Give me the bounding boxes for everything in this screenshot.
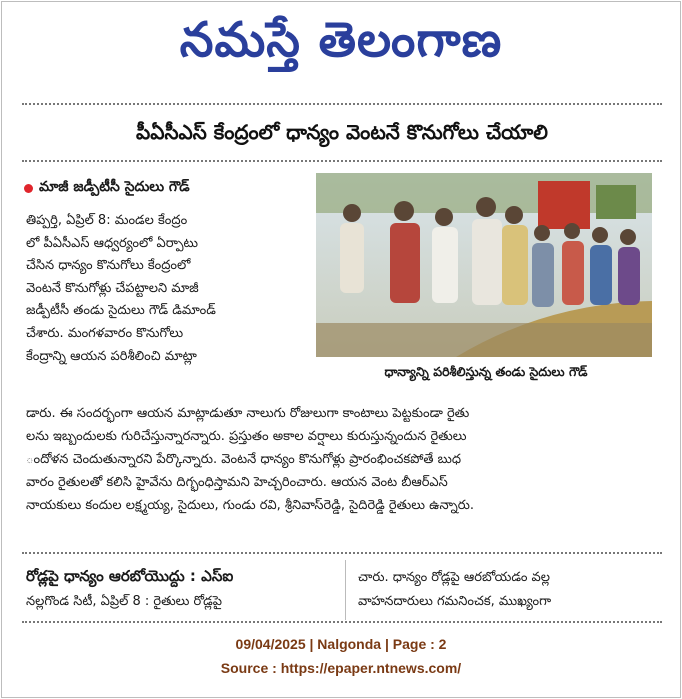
body-line: వారం రైతులతో కలిసి హైవేను దిగ్భంధిస్తామని హెచ్చరించారు. ఆయన వెంట బీఆర్ఎస్ xyxy=(26,475,448,490)
news-photo xyxy=(316,173,652,357)
body-line: నాయకులు కందుల లక్ష్మయ్య, సైదులు, గుండు రవి, శ్రీనివాస్‌రెడ్డి, సైదిరెడ్డి రైతులు ఉన్నారు. xyxy=(26,498,475,513)
masthead xyxy=(0,0,682,92)
second-article-continuation xyxy=(358,566,658,614)
footer xyxy=(0,632,682,680)
byline xyxy=(24,179,190,198)
second-article-dateline: నల్లగొండ సిటీ, ఏప్రిల్ 8 : రైతులు రోడ్లపై xyxy=(26,594,222,609)
body-line: లను ఇబ్బందులకు గురిచేస్తున్నారన్నారు. ప్రస్తుతం అకాల వర్షాలు కురుస్తున్నందున రైతులు xyxy=(26,429,467,444)
section-divider xyxy=(22,552,662,554)
article-headline: పీఏసీఎస్ కేంద్రంలో ధాన్యం వెంటనే కొనుగోలు చేయాలి xyxy=(136,120,548,144)
headline-divider xyxy=(22,160,662,162)
body-line: ందోళన చెందుతున్నారని పేర్కొన్నారు. వెంటనే ధాన్యం కొనుగోళ్లు ప్రారంభించకపోతే బుధ xyxy=(26,452,462,467)
column-line: కేంద్రాన్ని ఆయన పరిశీలించి మాట్లా xyxy=(26,348,197,364)
column-line: చేశారు. మంగళవారం కొనుగోలు xyxy=(26,325,184,341)
photo-illustration xyxy=(316,173,652,357)
byline-text: మాజీ జడ్పీటీసీ సైదులు గౌడ్ xyxy=(39,179,190,195)
footer-date-line: 09/04/2025 | Nalgonda | Page : 2 xyxy=(235,636,447,652)
bottom-divider xyxy=(22,621,662,623)
bullet-icon xyxy=(24,184,33,193)
column-line: వెంటనే కొనుగోళ్లు చేపట్టాలని మాజీ xyxy=(26,280,199,296)
column-line: లో పీఏసీఎస్ ఆధ్వర్యంలో ఏర్పాటు xyxy=(26,235,199,251)
column-line: జడ్పీటీసీ తండు సైదులు గౌడ్ డిమాండ్ xyxy=(26,303,216,319)
continuation-line: వాహనదారులు గమనించక, ముఖ్యంగా xyxy=(358,594,552,609)
masthead-title: నమస్తే తెలంగాణ xyxy=(179,12,503,68)
second-article-headline: రోడ్లపై ధాన్యం ఆరబోయొద్దు : ఎస్ఐ xyxy=(26,567,234,585)
article-column-text xyxy=(26,210,310,368)
column-divider xyxy=(345,560,346,620)
article-full-text xyxy=(26,402,656,517)
body-line: డారు. ఈ సందర్భంగా ఆయన మాట్లాడుతూ నాలుగు రోజులుగా కాంటాలు పెట్టకుండా రైతు xyxy=(26,406,470,421)
top-divider xyxy=(22,103,662,105)
photo-caption: ధాన్యాన్ని పరిశీలిస్తున్న తండు సైదులు గౌడ్ xyxy=(384,364,588,379)
column-line: చేసిన ధాన్యం కొనుగోలు కేంద్రంలో xyxy=(26,258,191,274)
footer-source-line: Source : https://epaper.ntnews.com/ xyxy=(220,660,462,676)
continuation-line: చారు. ధాన్యం రోడ్లపై ఆరబోయడం వల్ల xyxy=(358,570,551,585)
column-line: తిప్పర్తి, ఏప్రిల్ 8: మండల కేంద్రం xyxy=(26,213,188,228)
